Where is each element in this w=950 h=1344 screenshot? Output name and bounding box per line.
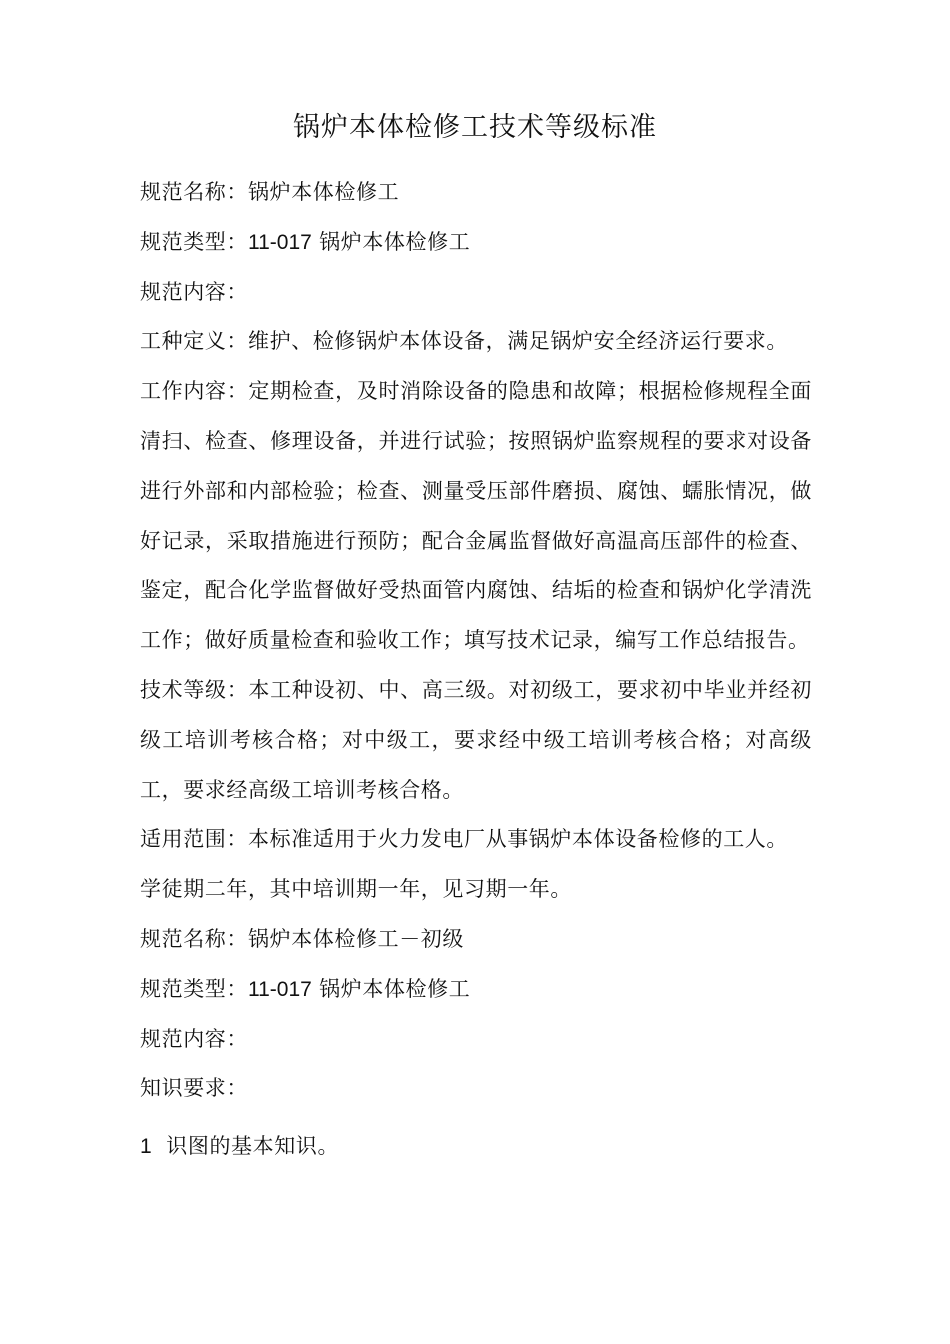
document-title: 锅炉本体检修工技术等级标准 [293,112,657,143]
spec-name-value: 锅炉本体检修工 [248,180,400,204]
spec-type-code: 11-017 [248,977,312,1001]
spec-type-label: 规范类型： [140,229,248,254]
document-body [140,168,812,1172]
spec-name-label: 规范名称： [140,926,248,951]
knowledge-item [140,1122,812,1172]
spec-name-label: 规范名称： [140,180,248,204]
spec-name-line-junior [140,915,812,965]
spec-type-value: 锅炉本体检修工 [319,976,471,1001]
work-content: 工作内容：定期检查，及时消除设备的隐患和故障；根据检修规程全面清扫、检查、修理设备，并进行试验；按照锅炉监察规程的要求对设备进行外部和内部检验；检查、测量受压部件磨损、腐蚀、蠕胀情况，做好记录，采取措施进行预防；配合金属监督做好高温高压部件的检查、鉴定，配合化学监督做好受热面管内腐蚀、结垢的检查和锅炉化学清洗工作；做好质量检查和验收工作；填写技术记录，编写工作总结报告。 [140,379,812,653]
spec-type-line-junior [140,965,812,1015]
spec-type-line [140,218,812,268]
technical-grades: 技术等级：本工种设初、中、高三级。对初级工，要求初中毕业并经初级工培训考核合格；对中级工，要求经中级工培训考核合格；对高级工，要求经高级工培训考核合格。 [140,677,812,802]
job-definition: 工种定义：维护、检修锅炉本体设备，满足锅炉安全经济运行要求。 [140,329,788,354]
apprentice-period: 学徒期二年，其中培训期一年，见习期一年。 [140,877,572,902]
spec-content-label: 规范内容： [140,279,248,304]
spec-type-value: 锅炉本体检修工 [319,229,471,254]
knowledge-item-text: 识图的基本知识。 [166,1134,340,1159]
spec-name-line [140,168,812,218]
knowledge-item-number: 1 [140,1135,152,1159]
spec-type-code: 11-017 [248,230,312,254]
knowledge-requirements-label: 知识要求： [140,1076,248,1101]
spec-content-label-junior: 规范内容： [140,1026,248,1051]
spec-name-value: 锅炉本体检修工－初级 [248,926,464,951]
applicable-scope: 适用范围：本标准适用于火力发电厂从事锅炉本体设备检修的工人。 [140,827,788,852]
spec-type-label: 规范类型： [140,976,248,1001]
